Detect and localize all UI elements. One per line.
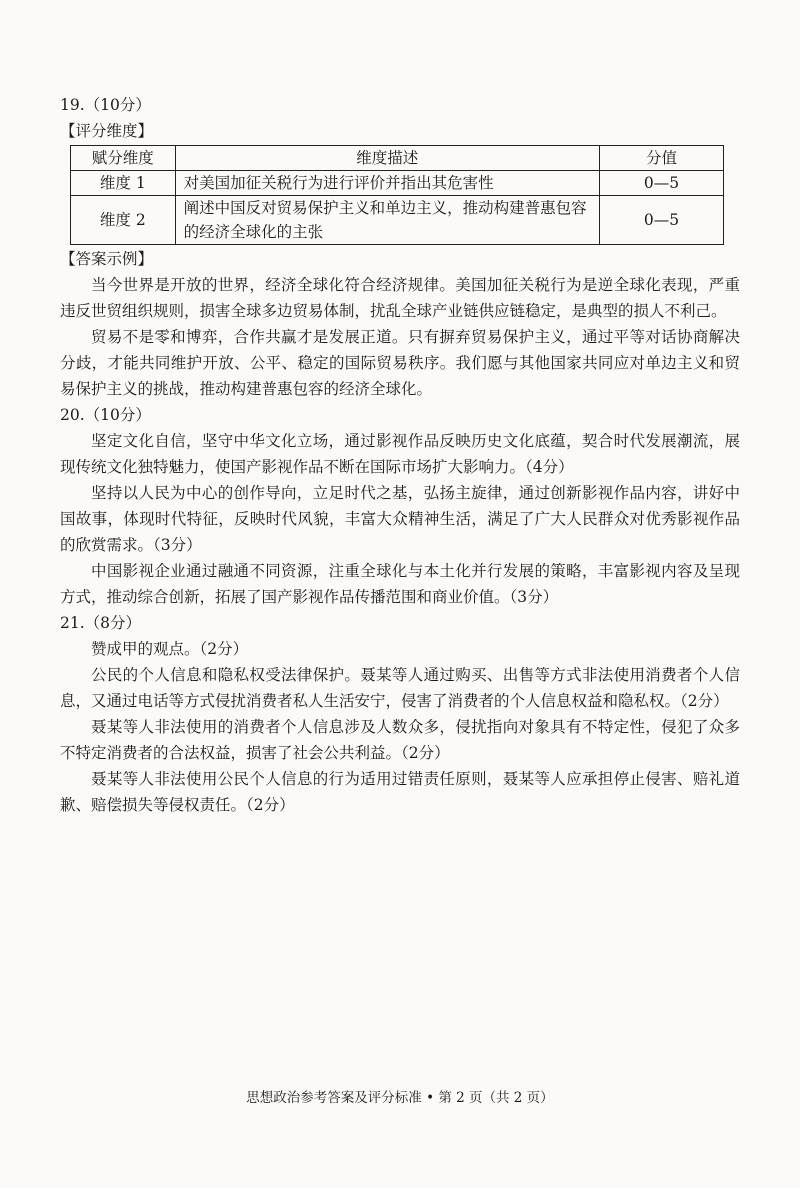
q19-criteria-label: 【评分维度】	[60, 122, 154, 140]
row-description: 阐述中国反对贸易保护主义和单边主义，推动构建普惠包容的经济全球化的主张	[175, 196, 599, 245]
table-row	[71, 171, 724, 196]
header-score: 分值	[600, 146, 724, 171]
row-score: 0—5	[600, 171, 724, 196]
row-dimension: 维度 2	[71, 196, 176, 245]
q20-paragraph: 中国影视企业通过融通不同资源，注重全球化与本土化并行发展的策略，丰富影视内容及呈现方式，推动综合创新，拓展了国产影视作品传播范围和商业价值。（3分）	[60, 562, 740, 606]
q20-title: 20.（10分）	[60, 406, 151, 424]
q21-paragraph: 聂某等人非法使用的消费者个人信息涉及人数众多，侵扰指向对象具有不特定性，侵犯了众多不特定消费者的合法权益，损害了社会公共利益。（2分）	[60, 718, 740, 762]
scoring-table-header	[71, 146, 724, 171]
row-dimension: 维度 1	[71, 171, 176, 196]
row-score: 0—5	[600, 196, 724, 245]
scoring-table	[70, 145, 724, 245]
q20-paragraph: 坚定文化自信，坚守中华文化立场，通过影视作品反映历史文化底蕴，契合时代发展潮流，展现传统文化独特魅力，使国产影视作品不断在国际市场扩大影响力。（4分）	[60, 432, 740, 476]
q21-paragraph: 聂某等人非法使用公民个人信息的行为适用过错责任原则，聂某等人应承担停止侵害、赔礼道歉、赔偿损失等侵权责任。（2分）	[60, 770, 740, 814]
q19-title: 19.（10分）	[60, 96, 151, 114]
page-footer: 思想政治参考答案及评分标准 • 第 2 页（共 2 页）	[246, 1090, 554, 1106]
header-description: 维度描述	[175, 146, 599, 171]
q21-paragraph: 赞成甲的观点。（2分）	[91, 640, 249, 658]
q19-paragraph: 当今世界是开放的世界，经济全球化符合经济规律。美国加征关税行为是逆全球化表现，严重违反世贸组织规则，损害全球多边贸易体制，扰乱全球产业链供应链稳定，是典型的损人不利己。	[60, 276, 740, 320]
table-row	[71, 196, 724, 245]
row-description: 对美国加征关税行为进行评价并指出其危害性	[175, 171, 599, 196]
answer-page	[60, 92, 740, 818]
q19-example-label: 【答案示例】	[60, 250, 154, 268]
q20-paragraph: 坚持以人民为中心的创作导向，立足时代之基，弘扬主旋律，通过创新影视作品内容，讲好中国故事，体现时代特征，反映时代风貌，丰富大众精神生活，满足了广大人民群众对优秀影视作品的欣赏需求。（3分）	[60, 484, 740, 554]
q21-paragraph: 公民的个人信息和隐私权受法律保护。聂某等人通过购买、出售等方式非法使用消费者个人信息，又通过电话等方式侵扰消费者私人生活安宁，侵害了消费者的个人信息权益和隐私权。（2分）	[60, 666, 740, 710]
header-dimension: 赋分维度	[71, 146, 176, 171]
q19-paragraph: 贸易不是零和博弈，合作共赢才是发展正道。只有摒弃贸易保护主义，通过平等对话协商解决分歧，才能共同维护开放、公平、稳定的国际贸易秩序。我们愿与其他国家共同应对单边主义和贸易保护主义的挑战，推动构建普惠包容的经济全球化。	[60, 328, 740, 398]
q21-title: 21.（8分）	[60, 614, 142, 632]
